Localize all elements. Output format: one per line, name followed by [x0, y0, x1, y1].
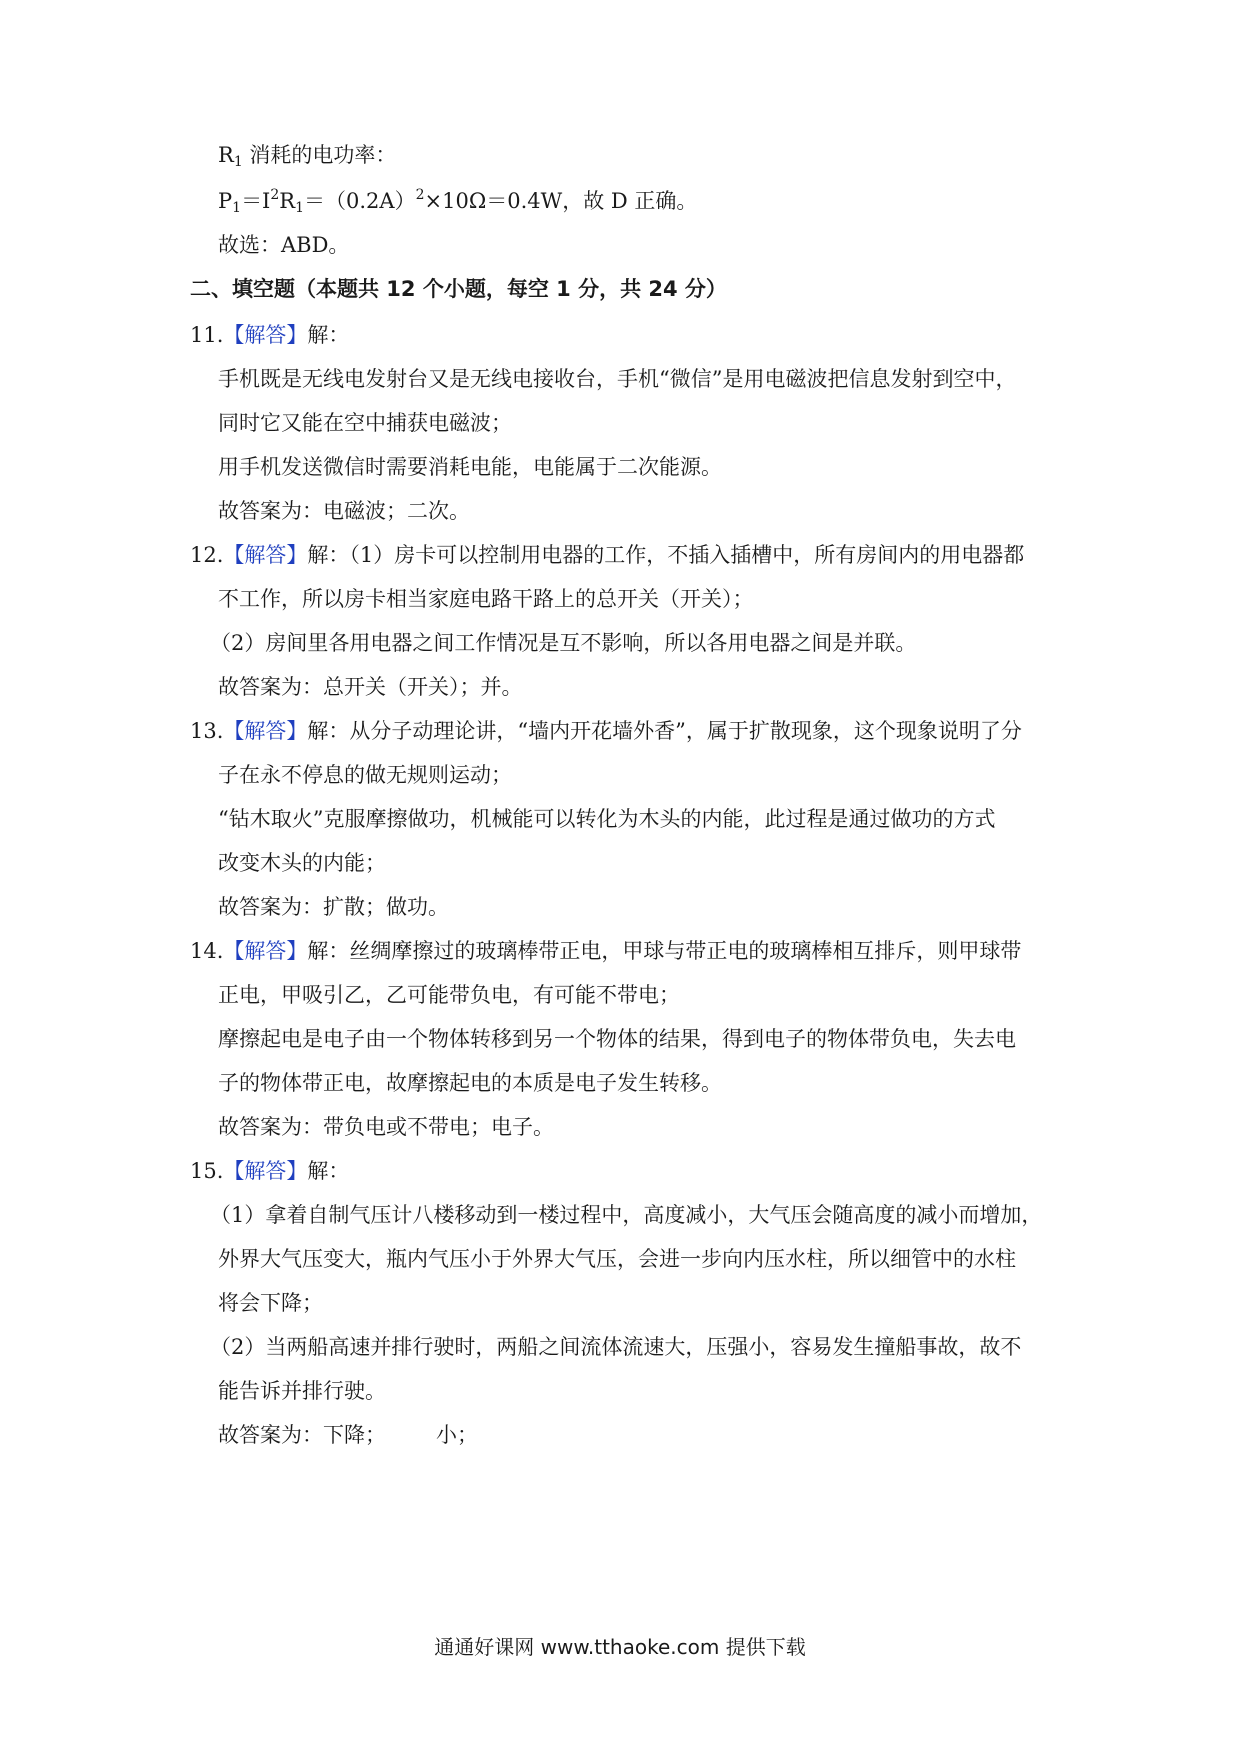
r1-power-label: $R_1$ 消耗的电功率： [218, 143, 397, 170]
answer-line: 故答案为：扩散；做功。 [218, 895, 449, 919]
question-11-header: 11.【解答】解： [190, 323, 350, 347]
text-line: 外界大气压变大，瓶内气压小于外界大气压，会进一步向内压水柱，所以细管中的水柱 [218, 1247, 1016, 1271]
question-12-header: 12.【解答】解：（1）房卡可以控制用电器的工作，不插入插槽中，所有房间内的用电器都 [190, 543, 1025, 567]
choose-line: 故选：ABD。 [218, 233, 350, 257]
answer-tag: 【解答】 [223, 1159, 308, 1183]
text-line: 子的物体带正电，故摩擦起电的本质是电子发生转移。 [218, 1071, 722, 1095]
text-line: （1）拿着自制气压计八楼移动到一楼过程中，高度减小，大气压会随高度的减小而增加， [210, 1203, 1043, 1227]
section-heading: 二、填空题（本题共 12 个小题，每空 1 分，共 24 分） [190, 277, 727, 301]
answer-tag: 【解答】 [223, 719, 308, 743]
text-line: 子在永不停息的做无规则运动； [218, 763, 512, 787]
text-line: 手机既是无线电发射台又是无线电接收台，手机“微信”是用电磁波把信息发射到空中， [218, 367, 1017, 391]
answer-tag: 【解答】 [223, 939, 308, 963]
text-line: （2）房间里各用电器之间工作情况是互不影响，所以各用电器之间是并联。 [210, 631, 917, 655]
text-line: 不工作，所以房卡相当家庭电路干路上的总开关（开关）； [218, 587, 754, 611]
page-footer: 通通好课网 www.tthaoke.com 提供下载 [434, 1635, 806, 1659]
p1-formula: $P_1=I^2R_1=(0.2A)^2\times 10\Omega=0.4W$，故 D 正确。 [218, 187, 698, 216]
text-line: 摩擦起电是电子由一个物体转移到另一个物体的结果，得到电子的物体带负电，失去电 [218, 1027, 1016, 1051]
text-line: 改变木头的内能； [218, 851, 386, 875]
answer-tag: 【解答】 [223, 543, 308, 567]
answer-tag: 【解答】 [223, 323, 308, 347]
question-14-header: 14.【解答】解：丝绸摩擦过的玻璃棒带正电，甲球与带正电的玻璃棒相互排斥，则甲球带 [190, 939, 1022, 963]
text-line: 能告诉并排行驶。 [218, 1379, 386, 1403]
text-line: 将会下降； [218, 1291, 323, 1315]
answer-line: 故答案为：带负电或不带电；电子。 [218, 1115, 554, 1139]
question-13-header: 13.【解答】解：从分子动理论讲，“墙内开花墙外香”，属于扩散现象，这个现象说明了分 [190, 719, 1022, 743]
answer-line: 故答案为：下降； 小； [218, 1423, 478, 1447]
text-line: “钻木取火”克服摩擦做功，机械能可以转化为木头的内能，此过程是通过做功的方式 [218, 807, 996, 831]
text-line: 正电，甲吸引乙，乙可能带负电，有可能不带电； [218, 983, 680, 1007]
text-line: （2）当两船高速并排行驶时，两船之间流体流速大，压强小，容易发生撞船事故，故不 [210, 1335, 1022, 1359]
answer-line: 故答案为：电磁波；二次。 [218, 499, 470, 523]
text-line: 用手机发送微信时需要消耗电能，电能属于二次能源。 [218, 455, 722, 479]
text-line: 同时它又能在空中捕获电磁波； [218, 411, 512, 435]
question-15-header: 15.【解答】解： [190, 1159, 350, 1183]
answer-line: 故答案为：总开关（开关）；并。 [218, 675, 523, 699]
